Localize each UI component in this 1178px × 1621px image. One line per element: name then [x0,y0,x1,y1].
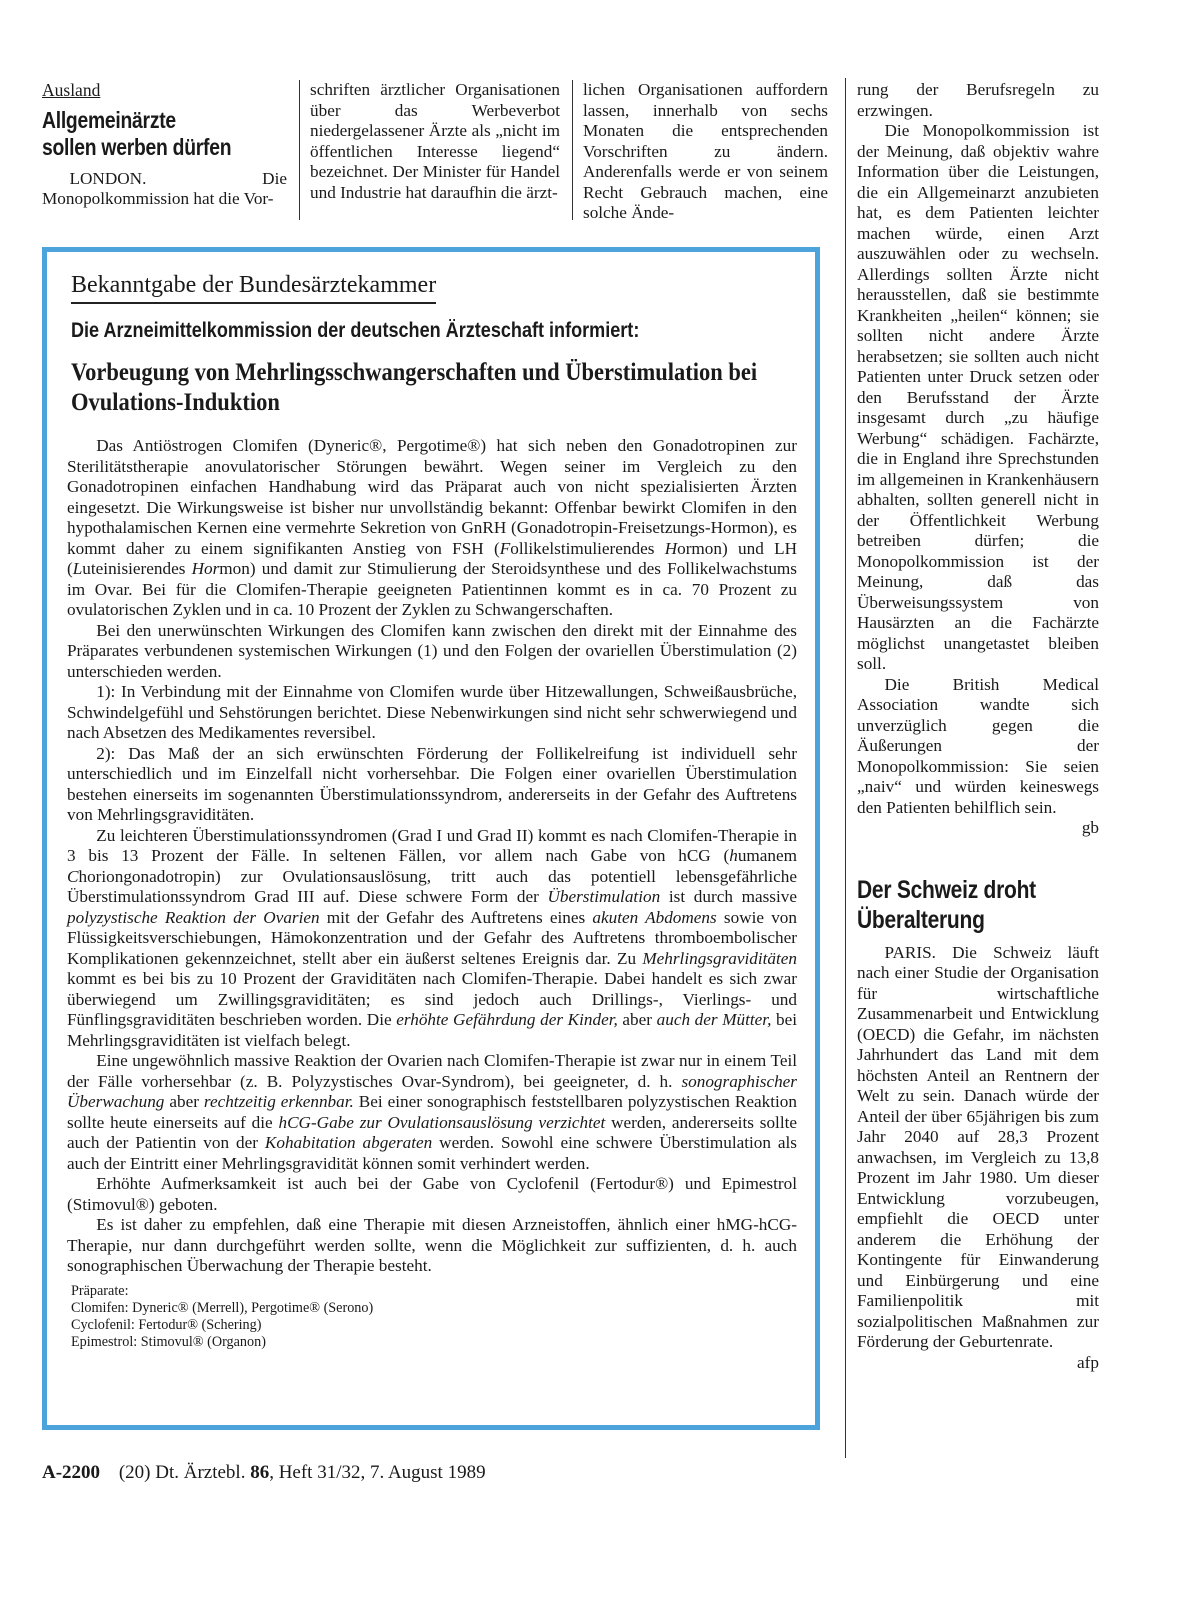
article-text: lichen Organisationen auffordern lassen, innerhalb von sechs Monaten die entsprechenden Vorschriften zu ändern. Anderenfalls werde er von seinem Recht Gebrauch machen, eine solche Ände- [583,80,828,222]
article-headline: Allgemeinärzte sollen werben dürfen [42,106,232,160]
column-rule [845,78,846,1458]
article-text: rung der Berufsregeln zu erzwingen. [857,80,1099,120]
paragraph: Zu leichteren Überstimulationssyndromen (Grad I und Grad II) kommt es nach Clomifen-Therapie in 3 bis 13 Prozent der Fälle. In seltenen Fällen, vor allem nach Gabe von hCG (humanem Choriongonadotropin) zur Ovulationsauslösung, tritt auch das potentiell lebensgefährliche Überstimulationssyndrom Grad III auf. Diese schwere Form der Überstimulation ist durch massive polyzystische Reaktion der Ovarien mit der Gefahr des Auftretens eines akuten Abdomens sowie von Flüssigkeitsverschiebungen, Hämokonzentration und der Gefahr des Auftretens thromboembolischer Komplikationen gekennzeichnet, stellt aber ein äußerst seltenes Ereignis dar. Zu Mehrlingsgraviditäten kommt es bei bis zu 10 Prozent der Graviditäten nach Clomifen-Therapie. Dabei handelt es sich zwar überwiegend um Zwillingsgraviditäten; es sind jedoch auch Drillings-, Vierlings- und Fünflingsgraviditäten beschrieben worden. Die erhöhte Gefährdung der Kinder, aber auch der Mütter, bei Mehrlingsgraviditäten ist vielfach belegt. [67,825,798,1050]
paragraph: Das Antiöstrogen Clomifen (Dyneric®, Pergotime®) hat sich neben den Gonadotropinen zur Sterilitätstherapie anovulatorischer Störungen bewährt. Wegen seiner im Vergleich zu den Gonadotropinen einfachen Handhabung wird das Präparat auch von nicht spezialisierten Ärzten eingesetzt. Die Wirkungsweise ist bisher nur unvollständig bekannt: Offenbar bewirkt Clomifen in den hypothalamischen Kernen eine vermehrte Sekretion von GnRH (Gonadotropin-Freisetzungs-Hormon), es kommt daher zu einem signifikanten Anstieg von FSH (Follikelstimulierendes Hormon) und LH (Luteinisierendes Hormon) und damit zur Stimulierung der Steroidsynthese und des Follikelwachstums im Ovar. Bei für die Clomifen-Therapie geeigneten Patientinnen kommt es in ca. 70 Prozent zu ovulatorischen Zyklen und in ca. 10 Prozent der Zyklen zu Schwangerschaften. [67,436,797,619]
paragraph: Eine ungewöhnlich massive Reaktion der Ovarien nach Clomifen-Therapie ist zwar nur in einem Teil der Fälle vorhersehbar (z. B. Polyzystisches Ovar-Syndrom), bei geeigneter, d. h. sonographischer Überwachung aber rechtzeitig erkennbar. Bei einer sonographisch feststellbaren polyzystischen Reaktion sollte heute einerseits auf die hCG-Gabe zur Ovulationsauslösung verzichtet werden, andererseits sollte auch der Patientin von der Kohabitation abgeraten werden. Sowohl eine schwere Überstimulation als auch der Eintritt einer Mehrlingsgravidität können somit verhindert werden. [67,1051,797,1173]
preparation-item: Clomifen: Dyneric® (Merrell), Pergotime® (Serono) [71,1299,374,1316]
article-allgemeinaerzte-col2 [310,80,560,203]
article-allgemeinaerzte-col3 [583,80,828,224]
announcement-headline: Vorbeugung von Mehrlingsschwangerschaften und Überstimulation bei Ovulations-Induktion [71,359,758,416]
announcement-subtitle: Die Arzneimittelkommission der deutschen Ärzteschaft informiert: [71,319,640,342]
page-number: A-2200 [42,1462,101,1483]
paragraph: Bei den unerwünschten Wirkungen des Clomifen kann zwischen den direkt mit der Einnahme des Präparates verbundenen systemischen Wirkungen (1) und den Folgen der ovariellen Überstimulation (2) unterschieden werden. [67,620,797,681]
page-footer [42,1462,486,1484]
article-text: Die Monopolkommission ist der Meinung, daß objektiv wahre Information über die Leistungen, die ein Allgemeinarzt anzubieten hat, es dem Patienten leichter machen würde, einen Arzt auszuwählen oder zu wechseln. Allerdings sollten Ärzte nicht herausstellen, daß sie bestimmte Krankheiten „heilen“ können; sie sollten nicht andere Ärzte herabsetzen; sie sollten auch nicht Patienten unter Druck setzen oder den Berufsstand der Ärzte insgesamt durch „zu häufige Werbung“ schädigen. Fachärzte, die in England ihre Sprechstunden im allgemeinen in Krankenhäusern abhalten, sollten generell nicht in der Öffentlichkeit Werbung betreiben dürfen; die Monopolkommission ist der Meinung, daß das Überweisungssystem von Hausärzten an die Fachärzte möglichst unangetastet bleiben soll. [857,121,1099,673]
paragraph: Es ist daher zu empfehlen, daß eine Therapie mit diesen Arzneistoffen, ähnlich einer hMG-hCG-Therapie, nur dann durchgeführt werden sollte, wenn die Möglichkeit zur suffizienten, d. h. auch sonographischen Überwachung der Therapie besteht. [67,1215,797,1275]
column-rule [572,80,573,220]
announcement-box [42,247,820,1430]
announcement-body [67,436,797,1277]
article-text: schriften ärztlicher Organisationen über das Werbeverbot niedergelassener Ärzte als „nicht im öffentlichen Interesse liegend“ bezeichnet. Der Minister für Handel und Industrie hat daraufhin die ärzt- [310,80,560,202]
right-column [857,80,1099,1373]
paragraph: 2): Das Maß der an sich erwünschten Förderung der Follikelreifung ist individuell sehr unterschiedlich und im Einzelfall nicht vorhersehbar. Die Folgen einer ovariellen Überstimulation bestehen einerseits im sogenannten Überstimulationssyndrom, andererseits in der Gefahr des Auftretens von Mehrlingsgraviditäten. [67,743,797,824]
preparation-item: Cyclofenil: Fertodur® (Schering) [71,1316,262,1333]
article-headline: Der Schweiz droht Überalterung [857,875,1036,934]
section-rubric: Ausland [42,80,101,100]
article-text: PARIS. Die Schweiz läuft nach einer Studie der Organisation für wirtschaftliche Zusammenarbeit und Entwicklung (OECD) die Gefahr, im nächsten Jahrhundert das Land mit dem höchsten Anteil an Rentnern der Welt zu sein. Danach würde der Anteil der über 65jährigen bis zum Jahr 2040 auf 28,3 Prozent anwachsen, im Vergleich zu 13,8 Prozent im Jahr 1980. Um dieser Entwicklung vorzubeugen, empfiehlt die OECD unter anderem die Erhöhung der Kontingente für Einwanderung und Einbürgerung und eine Familienpolitik mit sozialpolitischen Maßnahmen zur Förderung der Geburtenrate. [857,942,1099,1351]
paragraph: 1): In Verbindung mit der Einnahme von Clomifen wurde über Hitzewallungen, Schweißausbrüche, Schwindelgefühl und Sehstörungen berichtet. Diese Nebenwirkungen sind nicht sehr schwerwiegend und nach Absetzen des Medikamentes reversibel. [67,682,797,742]
article-text: LONDON. Die Monopolkommission hat die Vor- [42,168,287,208]
preparations-label: Präparate: [71,1282,129,1299]
column-rule [299,80,300,220]
journal-citation: (20) Dt. Ärztebl. 86, Heft 31/32, 7. August 1989 [118,1462,486,1483]
paragraph: Erhöhte Aufmerksamkeit ist auch bei der Gabe von Cyclofenil (Fertodur®) und Epimestrol (Stimovul®) geboten. [67,1174,797,1214]
announcement-title: Bekanntgabe der Bundesärztekammer [71,270,436,304]
article-text: Die British Medical Association wandte sich unverzüglich gegen die Äußerungen der Monopolkommission: Sie seien „naiv“ und würden keineswegs den Patienten behilflich sein. [857,674,1099,817]
agency-signature: afp [1077,1352,1099,1372]
announcement-content [67,270,797,1351]
preparations-list [71,1283,797,1351]
article-allgemeinaerzte-col1 [42,80,287,210]
author-signature: gb [1081,818,1099,837]
preparation-item: Epimestrol: Stimovul® (Organon) [71,1333,266,1350]
